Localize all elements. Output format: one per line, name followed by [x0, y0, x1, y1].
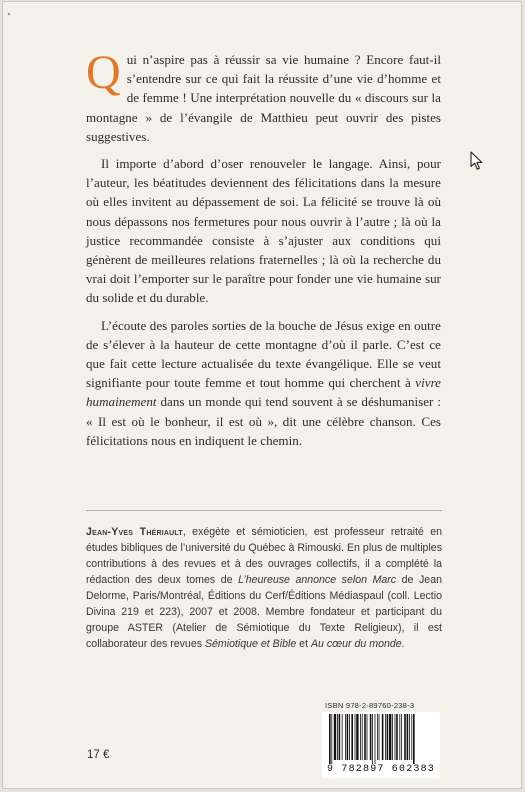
blurb-paragraph-1-text: ui n’aspire pas à réussir sa vie humaine ? Encore faut-il s’entendre sur ce qui fait la réussite d’une vie d’homme et de femme ! Une interprétation nouvelle du « discours sur la montagne » de l’évangile de Matthieu peut ouvrir des pistes suggestives. — [86, 52, 441, 144]
bio-part-3: et — [296, 638, 311, 650]
bio-part-2: de Jean Delorme, Paris/Montréal, Éditions du Cerf/Éditions Médiaspaul (coll. Lectio Divina 219 et 223), 2007 et 2008. Membre fondateur et participant du groupe ASTER (Atelier de Sémiotique du Texte Religieux), il est collaborateur des revues — [86, 574, 442, 650]
blurb-paragraph-1 — [86, 46, 441, 146]
blurb-paragraph-3-before: L’écoute des paroles sorties de la bouche de Jésus exige en outre de s’élever à la hauteur de cette montagne d’où il parle. C’est ce que fait cette lecture actualisée du texte évangélique. Elle se veut signifiante pour toute femme et tout homme qui cherchent à — [86, 317, 441, 391]
dropcap-letter: Q — [86, 46, 121, 99]
barcode-digits: 9 782897 602383 — [326, 764, 435, 775]
blurb-emphasis: vivre humainement — [86, 375, 441, 410]
mouse-pointer-icon — [470, 151, 484, 171]
bio-title-3: Au cœur du monde — [310, 638, 402, 650]
blurb-text — [86, 46, 441, 450]
bio-part-4: . — [401, 638, 405, 650]
barcode-bars-icon — [329, 714, 433, 764]
isbn-label: ISBN 978-2-89760-238-3 — [325, 701, 415, 710]
author-name: Jean-Yves Thériault — [86, 526, 183, 538]
section-divider — [86, 510, 442, 511]
bio-title-2: Sémiotique et Bible — [204, 638, 297, 650]
blurb-paragraph-3-after: dans un monde qui tend souvent à se déshumaniser : « Il est où le bonheur, il est où », dit une célèbre chanson. Ces félicitations nous en indiquent le chemin. — [86, 394, 441, 448]
author-bio — [86, 524, 442, 652]
bio-title-1: L’heureuse annonce selon Marc — [238, 574, 397, 586]
bio-part-1: , exégète et sémioticien, est professeur retraité en études bibliques de l’université du Québec à Rimouski. En plus de multiples contributions à des revues et à des ouvrages collectifs, il a complété la rédaction des deux tomes de — [86, 526, 443, 586]
blurb-paragraph-3 — [86, 316, 441, 450]
barcode — [322, 712, 440, 778]
scan-corner-mark-icon — [5, 10, 17, 22]
price-label: 17 € — [87, 749, 110, 761]
blurb-paragraph-2: Il importe d’abord d’oser renouveler le langage. Ainsi, pour l’auteur, les béatitudes deviennent des félicitations dans la mesure où elles invitent au dépassement de soi. La félicité se trouve là où nous dépassons nos fermetures pour nous ouvrir à l’autre ; là où la justice recommandée consiste à s’ajuster aux conditions qui génèrent de meilleures relations fraternelles ; là où la recherche du vrai doit l’emporter sur le paraître pour fonder une vie humaine sur du solide et du durable. — [86, 156, 441, 306]
